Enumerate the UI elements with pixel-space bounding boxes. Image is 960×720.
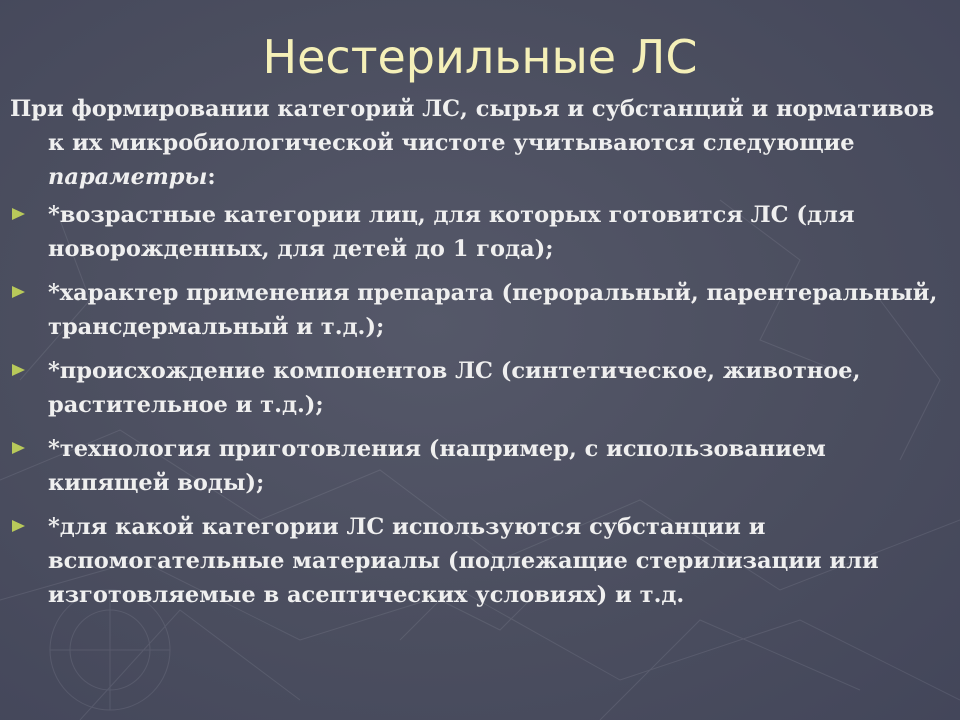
bullet-item <box>10 432 950 500</box>
arrow-right-icon <box>12 520 25 532</box>
bullet-text: *технология приготовления (например, с использованием кипящей воды); <box>48 436 826 496</box>
bullet-item <box>10 276 950 344</box>
bullet-text: *характер применения препарата (пероральный, парентеральный, трансдермальный и т.д.); <box>48 280 938 340</box>
bullet-item <box>10 354 950 422</box>
intro-emphasis: параметры <box>48 164 208 190</box>
bullet-list <box>10 198 950 612</box>
bullet-text: *возрастные категории лиц, для которых готовится ЛС (для новорожденных, для детей до 1 года); <box>48 202 855 262</box>
bullet-item <box>10 198 950 266</box>
bullet-text: *для какой категории ЛС используются субстанции и вспомогательные материалы (подлежащие стерилизации или изготовляемые в асептических условиях) и т.д. <box>48 514 879 608</box>
arrow-right-icon <box>12 364 25 376</box>
arrow-right-icon <box>12 442 25 454</box>
bullet-item <box>10 510 950 612</box>
slide-title: Нестерильные ЛС <box>262 30 698 84</box>
slide-body <box>10 92 950 622</box>
arrow-right-icon <box>12 208 25 220</box>
bullet-text: *происхождение компонентов ЛС (синтетическое, животное, растительное и т.д.); <box>48 358 861 418</box>
intro-paragraph <box>10 92 950 194</box>
intro-suffix: : <box>207 164 216 190</box>
arrow-right-icon <box>12 286 25 298</box>
intro-text: При формировании категорий ЛС, сырья и субстанций и нормативов к их микробиологической чистоте учитываются следующие <box>10 96 935 156</box>
